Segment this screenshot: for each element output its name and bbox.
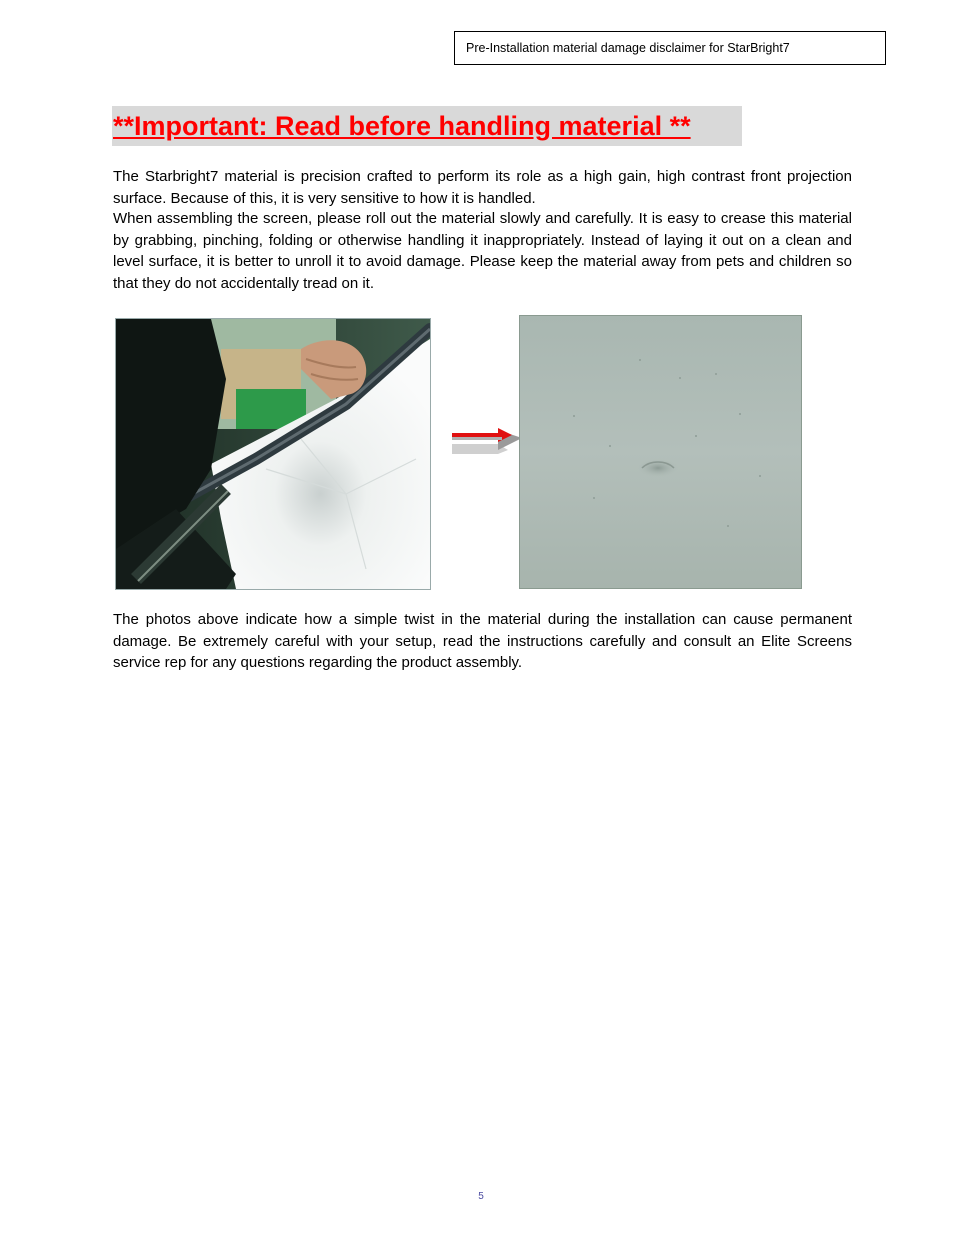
photo-twisting-material — [115, 318, 431, 590]
page-number: 5 — [478, 1191, 484, 1202]
photo-creased-material — [519, 315, 802, 589]
intro-paragraph: The Starbright7 material is precision crafted to perform its role as a high gain, high contrast front projection surface. Because of this, it is very sensitive to how it is handled. — [113, 168, 852, 207]
caption-paragraph: The photos above indicate how a simple twist in the material during the installation can cause permanent damage. Be extremely careful with your setup, read the instructions carefully and consult an Elite Screens service rep for any questions regarding the product assembly. — [113, 611, 852, 671]
handling-paragraph: When assembling the screen, please roll out the material slowly and carefully. It is easy to crease this material by grabbing, pinching, folding or otherwise handling it inappropriately. Instead of laying it out on a clean and level surface, it is better to unroll it to avoid damage. Please keep the material away from pets and children so that they do not accidentally tread on it. — [113, 210, 852, 292]
right-arrow-icon — [448, 424, 524, 456]
header-label: Pre-Installation material damage disclaimer for StarBright7 — [454, 31, 886, 65]
page-title: **Important: Read before handling material ** — [112, 106, 742, 146]
